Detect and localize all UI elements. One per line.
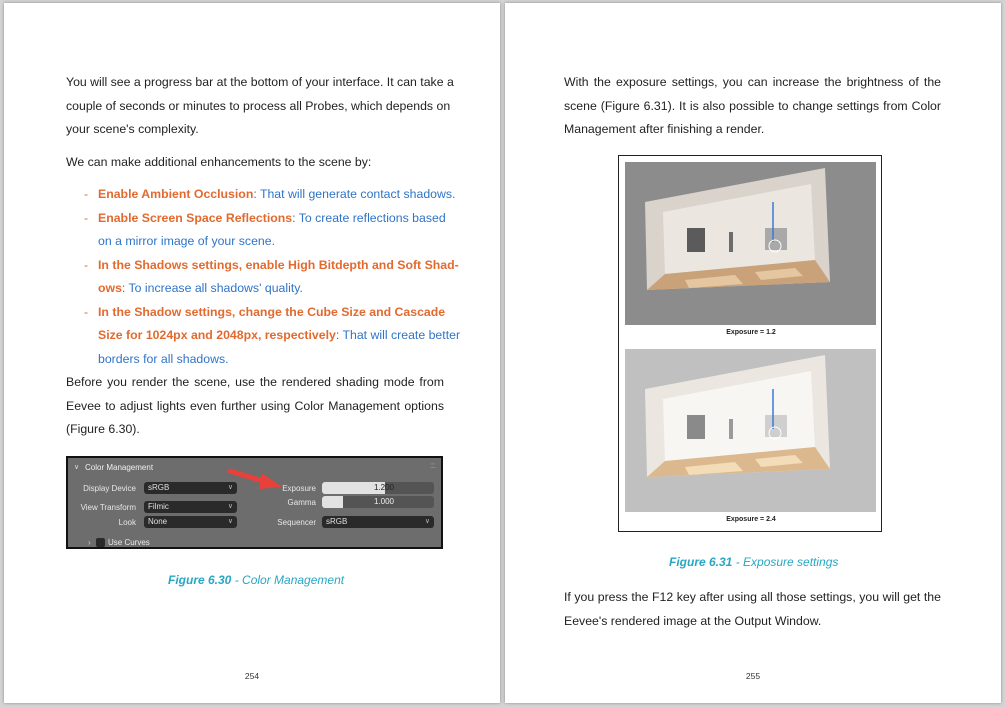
right-page: [505, 3, 1001, 703]
bullet-title: Size for 1024px and 2048px, respectively: [98, 328, 336, 342]
paragraph-f12: [564, 586, 941, 633]
bullet-dash: -: [84, 210, 89, 225]
bullet-description: : To create reflections based: [292, 210, 446, 225]
color-management-figure: [66, 456, 443, 549]
gamma-label: Gamma: [287, 498, 316, 507]
bullet-description: : To increase all shadows' quality.: [121, 281, 303, 295]
chevron-down-icon: ∨: [227, 518, 233, 525]
bullet-title: Enable Screen Space Reflections: [98, 210, 293, 225]
list-item: [84, 183, 456, 207]
chevron-right-icon: ›: [88, 538, 91, 547]
use-curves-checkbox: [96, 538, 105, 547]
paragraph-before-render: [66, 371, 444, 442]
text-line: scene (Figure 6.31). It is also possible to change settings from Color: [564, 98, 941, 113]
exposure-slider: [322, 482, 434, 494]
text-line: your scene's complexity.: [66, 122, 199, 136]
chevron-down-icon: ∨: [424, 518, 430, 525]
sequencer-dropdown: [322, 516, 434, 528]
text-line: Before you render the scene, use the rendered shading mode from: [66, 375, 444, 389]
display-device-dropdown: [144, 482, 237, 494]
red-arrow-icon: [226, 466, 286, 492]
bullet-dash: -: [84, 257, 89, 272]
paragraph-exposure: [564, 71, 941, 142]
bullet-title: In the Shadows settings, enable High Bitdepth and Soft Shad-: [98, 257, 459, 272]
paragraph-progress-bar: [66, 71, 454, 142]
bullet-description: : That will create better: [335, 328, 461, 342]
chevron-down-icon: ∨: [227, 484, 233, 491]
exposure-figure: [618, 155, 882, 532]
text-line: Eevee's rendered image at the Output Window.: [564, 613, 822, 628]
look-value: None: [148, 517, 168, 526]
page-number: 255: [745, 671, 761, 681]
text-line: couple of seconds or minutes to process all Probes, which depends on: [66, 98, 451, 113]
bullet-title: In the Shadow settings, change the Cube Size and Cascade: [98, 304, 446, 319]
list-item: [84, 207, 444, 254]
panel-title: Color Management: [85, 463, 154, 472]
render-exposure-2-4: [625, 349, 876, 512]
left-page: [4, 3, 500, 703]
render-exposure-1-2: [625, 162, 876, 325]
gamma-slider: [322, 496, 434, 508]
render-label-bottom: Exposure = 2.4: [726, 516, 776, 523]
text-line: Management after finishing a render.: [564, 122, 765, 136]
figure-caption: [669, 555, 838, 569]
caption-number: Figure 6.30: [168, 573, 232, 587]
list-item: [84, 254, 459, 301]
text-line: We can make additional enhancements to the scene by:: [66, 155, 372, 169]
sequencer-value: sRGB: [326, 517, 348, 526]
caption-number: Figure 6.31: [669, 555, 733, 569]
view-transform-value: Filmic: [148, 502, 169, 511]
use-curves-label: Use Curves: [108, 538, 150, 547]
bullet-title: Enable Ambient Occlusion: [98, 187, 254, 201]
bullet-description: borders for all shadows.: [98, 351, 229, 366]
text-line: You will see a progress bar at the bottom of your interface. It can take a: [66, 75, 454, 89]
display-device-label: Display Device: [83, 484, 136, 493]
bullet-description: on a mirror image of your scene.: [98, 234, 276, 248]
look-dropdown: [144, 516, 237, 528]
caption-text: - Color Management: [231, 573, 345, 587]
render-label-top: Exposure = 1.2: [726, 329, 776, 336]
exposure-value: 1.200: [373, 483, 394, 492]
page-number: 254: [244, 671, 260, 681]
sequencer-label: Sequencer: [277, 518, 316, 527]
paragraph-enhancements: [66, 151, 444, 175]
chevron-down-icon: ∨: [74, 464, 80, 471]
drag-handle-icon: ::::: [430, 461, 435, 470]
view-transform-dropdown: [144, 501, 237, 513]
bullet-dash: -: [84, 304, 89, 319]
gamma-slider-fill: [322, 496, 343, 508]
chevron-down-icon: ∨: [227, 503, 233, 510]
enhancement-list: [84, 183, 461, 371]
exposure-label: Exposure: [282, 484, 316, 493]
bullet-description: : That will generate contact shadows.: [253, 187, 456, 201]
text-line: With the exposure settings, you can increase the brightness of the: [564, 75, 941, 89]
bullet-title: ows: [98, 281, 122, 295]
caption-text: - Exposure settings: [732, 555, 839, 569]
display-device-value: sRGB: [148, 483, 170, 492]
view-transform-label: View Transform: [80, 503, 136, 512]
bullet-dash: -: [84, 187, 89, 201]
text-line: Eevee to adjust lights even further using Color Management options: [66, 398, 444, 413]
list-item: [84, 301, 461, 372]
figure-caption: [168, 573, 344, 587]
text-line: If you press the F12 key after using all those settings, you will get the: [564, 590, 941, 604]
look-label: Look: [118, 518, 136, 527]
gamma-value: 1.000: [373, 497, 394, 506]
text-line: (Figure 6.30).: [66, 422, 140, 436]
